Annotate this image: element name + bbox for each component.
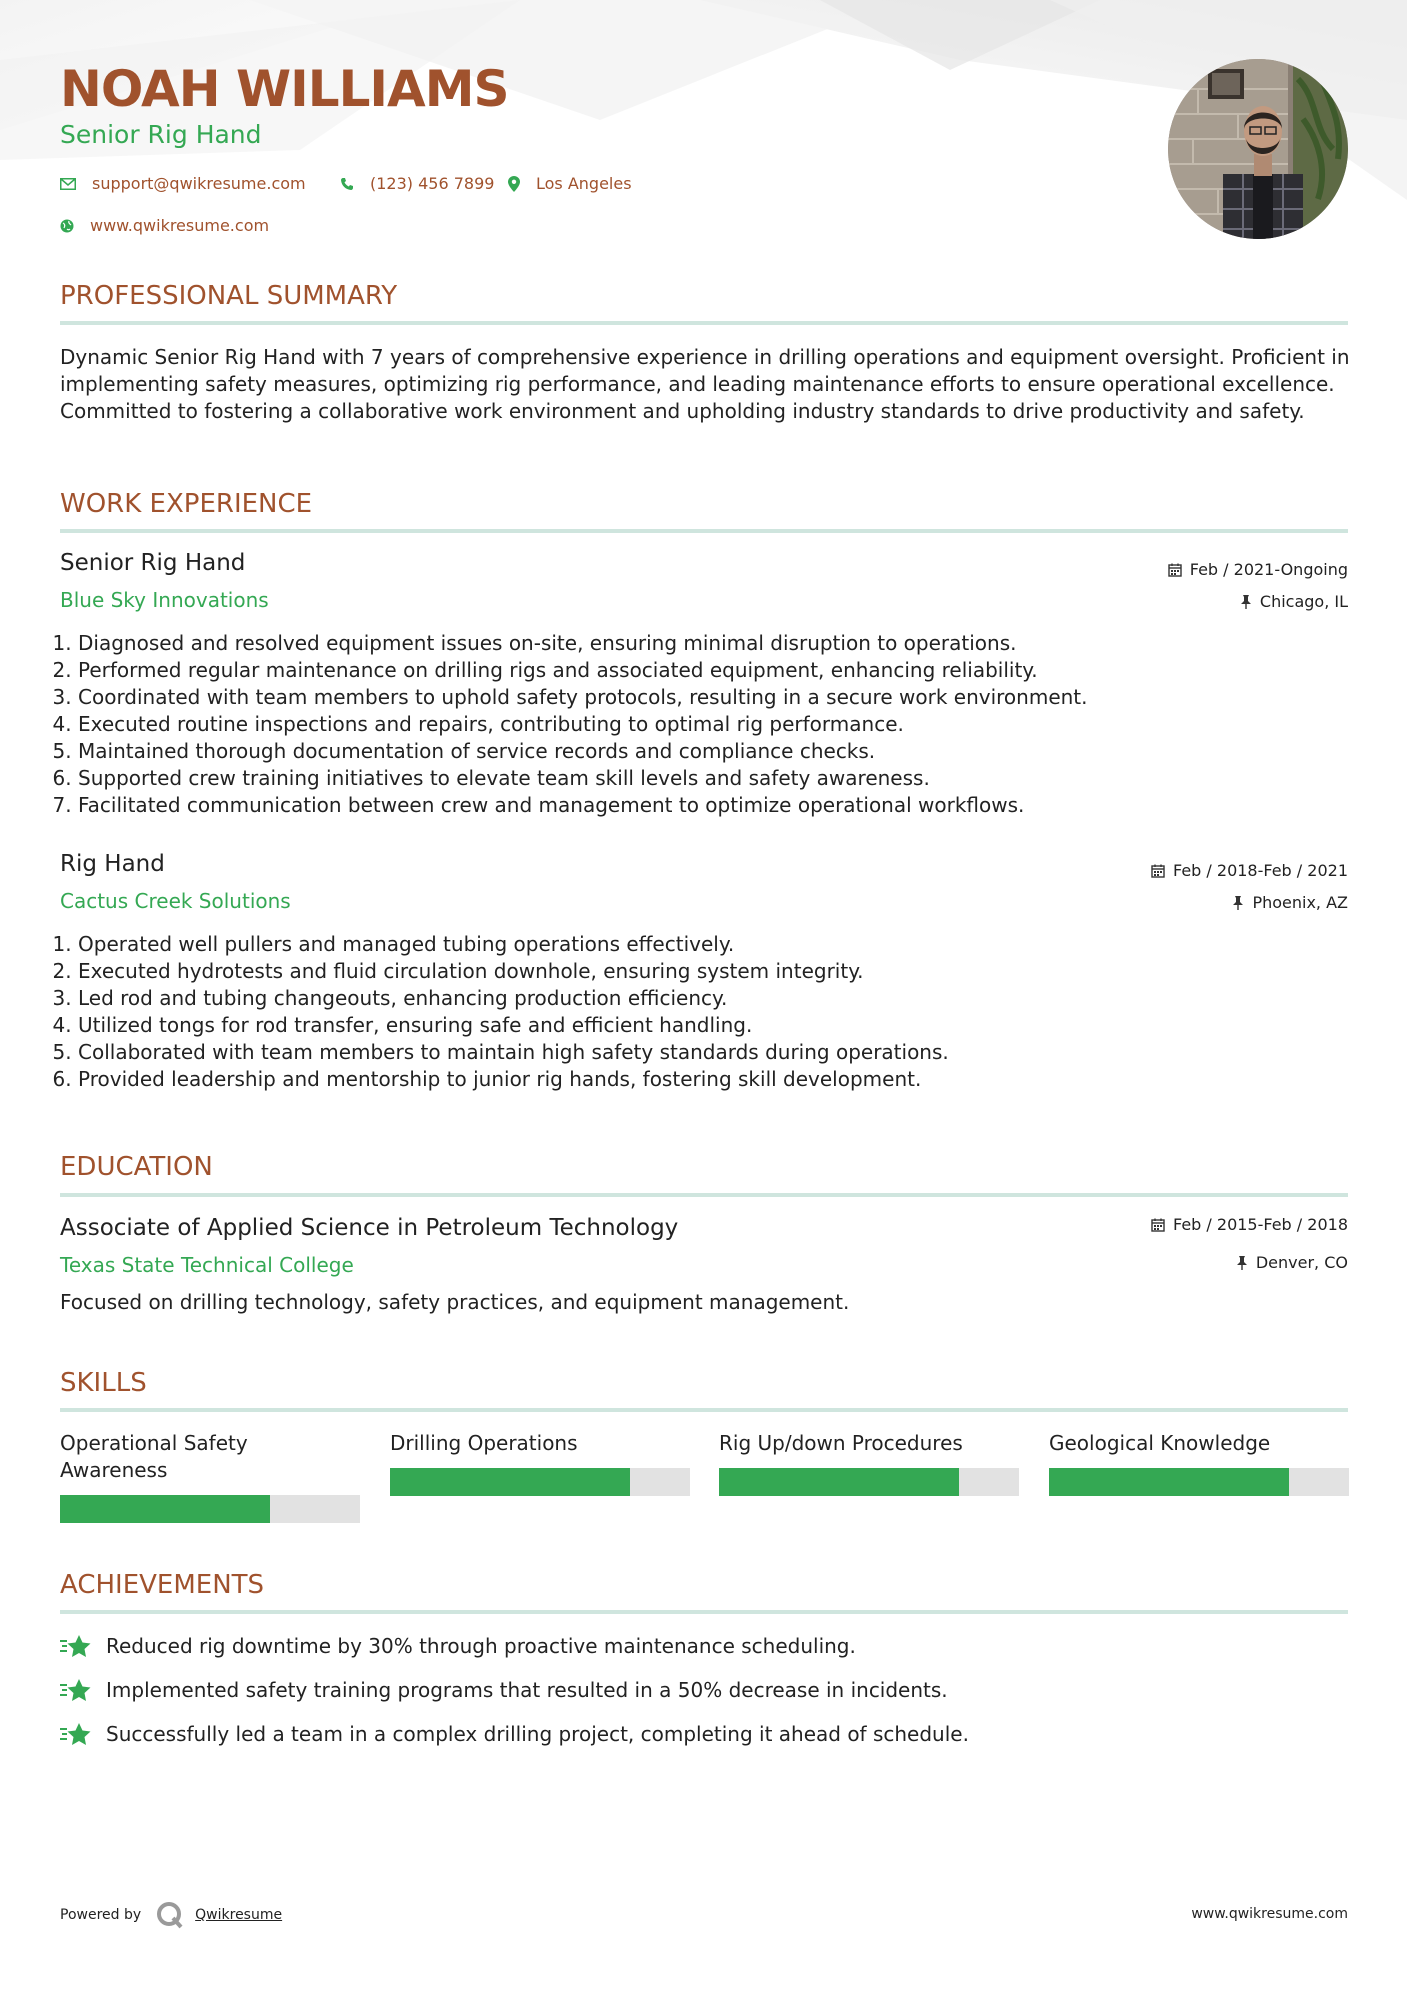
job-bullets <box>60 630 1358 819</box>
job-company: Blue Sky Innovations <box>60 588 269 612</box>
achievement-text: Successfully led a team in a complex drilling project, completing it ahead of schedule. <box>106 1722 969 1746</box>
education-heading: EDUCATION <box>60 1152 213 1182</box>
education-description: Focused on drilling technology, safety practices, and equipment management. <box>60 1290 850 1314</box>
job-location-text: Chicago, IL <box>1259 592 1348 611</box>
pushpin-icon <box>1236 1256 1248 1270</box>
calendar-icon <box>1168 563 1182 577</box>
skill-bar <box>719 1468 1019 1496</box>
degree-title: Associate of Applied Science in Petroleum Technology <box>60 1215 679 1241</box>
education-divider <box>60 1193 1348 1197</box>
phone-icon <box>340 177 354 191</box>
skill-bar-fill <box>60 1495 270 1523</box>
skill-name: Drilling Operations <box>390 1431 578 1455</box>
skill-bar <box>390 1468 690 1496</box>
experience-divider <box>60 529 1348 533</box>
star-icon <box>60 1721 92 1747</box>
contact-location <box>508 174 632 193</box>
map-pin-icon <box>508 176 520 192</box>
phone-text: (123) 456 7899 <box>370 174 495 193</box>
job-location <box>1240 592 1348 611</box>
footer-website[interactable]: www.qwikresume.com <box>1191 1906 1348 1922</box>
job-dates-text: Feb / 2018-Feb / 2021 <box>1173 861 1348 880</box>
list-item: 1. Operated well pullers and managed tubing operations effectively. <box>78 931 1358 958</box>
calendar-icon <box>1151 1218 1165 1232</box>
job-location <box>1232 893 1348 912</box>
star-icon <box>60 1677 92 1703</box>
job-location-text: Phoenix, AZ <box>1252 893 1348 912</box>
candidate-role: Senior Rig Hand <box>60 120 262 149</box>
skill-bar-fill <box>1049 1468 1289 1496</box>
pushpin-icon <box>1240 595 1252 609</box>
skill-name: Rig Up/down Procedures <box>719 1431 963 1455</box>
job-title: Senior Rig Hand <box>60 550 246 576</box>
skill-name: Operational Safety Awareness <box>60 1431 248 1482</box>
education-dates <box>1151 1215 1348 1234</box>
job-dates-text: Feb / 2021-Ongoing <box>1189 560 1348 579</box>
list-item: 2. Executed hydrotests and fluid circulation downhole, ensuring system integrity. <box>78 958 1358 985</box>
achievement-item <box>60 1677 948 1703</box>
job-bullets <box>60 931 1358 1093</box>
skills-heading: SKILLS <box>60 1368 147 1398</box>
education-dates-text: Feb / 2015-Feb / 2018 <box>1173 1215 1348 1234</box>
list-item: 4. Utilized tongs for rod transfer, ensuring safe and efficient handling. <box>78 1012 1358 1039</box>
location-text: Los Angeles <box>536 174 632 193</box>
footer-powered-by <box>60 1900 282 1930</box>
qwikresume-link[interactable]: Qwikresume <box>195 1907 283 1923</box>
list-item: 1. Diagnosed and resolved equipment issues on-site, ensuring minimal disruption to operations. <box>78 630 1358 657</box>
list-item: 4. Executed routine inspections and repairs, contributing to optimal rig performance. <box>78 711 1358 738</box>
list-item: 6. Supported crew training initiatives to elevate team skill levels and safety awareness. <box>78 765 1358 792</box>
skill-bar-fill <box>719 1468 959 1496</box>
globe-icon <box>60 219 74 233</box>
summary-heading: PROFESSIONAL SUMMARY <box>60 281 398 311</box>
skill-item <box>390 1430 690 1457</box>
education-location-text: Denver, CO <box>1255 1253 1348 1272</box>
skills-divider <box>60 1408 1348 1412</box>
achievement-item <box>60 1633 856 1659</box>
skill-bar <box>1049 1468 1349 1496</box>
list-item: 3. Led rod and tubing changeouts, enhancing production efficiency. <box>78 985 1358 1012</box>
candidate-name: NOAH WILLIAMS <box>60 60 509 118</box>
skill-item <box>719 1430 1019 1457</box>
contact-email[interactable] <box>60 174 306 193</box>
website-text: www.qwikresume.com <box>90 216 270 235</box>
pushpin-icon <box>1232 896 1244 910</box>
star-icon <box>60 1633 92 1659</box>
skill-item <box>1049 1430 1349 1457</box>
achievements-heading: ACHIEVEMENTS <box>60 1570 265 1600</box>
job-dates <box>1151 861 1348 880</box>
list-item: 5. Collaborated with team members to maintain high safety standards during operations. <box>78 1039 1358 1066</box>
achievement-text: Implemented safety training programs that resulted in a 50% decrease in incidents. <box>106 1678 948 1702</box>
list-item: 5. Maintained thorough documentation of service records and compliance checks. <box>78 738 1358 765</box>
profile-photo <box>1168 59 1348 239</box>
skill-bar-fill <box>390 1468 630 1496</box>
email-text: support@qwikresume.com <box>92 174 306 193</box>
powered-by-label: Powered by <box>60 1907 142 1923</box>
skill-bar <box>60 1495 360 1523</box>
list-item: 2. Performed regular maintenance on drilling rigs and associated equipment, enhancing reliability. <box>78 657 1358 684</box>
skill-item <box>60 1430 290 1484</box>
experience-heading: WORK EXPERIENCE <box>60 489 313 519</box>
envelope-icon <box>60 178 76 190</box>
skill-name: Geological Knowledge <box>1049 1431 1271 1455</box>
achievement-item <box>60 1721 969 1747</box>
education-location <box>1236 1253 1348 1272</box>
calendar-icon <box>1151 864 1165 878</box>
avatar <box>1168 59 1348 239</box>
contact-website[interactable] <box>60 216 269 235</box>
list-item: 3. Coordinated with team members to uphold safety protocols, resulting in a secure work environment. <box>78 684 1358 711</box>
list-item: 6. Provided leadership and mentorship to junior rig hands, fostering skill development. <box>78 1066 1358 1093</box>
summary-divider <box>60 321 1348 325</box>
job-company: Cactus Creek Solutions <box>60 889 291 913</box>
qwikresume-logo-icon <box>155 1900 185 1930</box>
achievements-divider <box>60 1610 1348 1614</box>
achievement-text: Reduced rig downtime by 30% through proactive maintenance scheduling. <box>106 1634 856 1658</box>
job-title: Rig Hand <box>60 851 165 877</box>
job-dates <box>1168 560 1348 579</box>
school-name: Texas State Technical College <box>60 1253 354 1277</box>
contact-phone[interactable] <box>340 174 494 193</box>
summary-text: Dynamic Senior Rig Hand with 7 years of comprehensive experience in drilling operations and equipment oversight. Proficient in implementing safety measures, optimizing rig performance, and leading maintenance efforts to ensure operational excellence. Committed to fostering a collaborative work environment and upholding industry standards to drive productivity and safety. <box>60 345 1350 423</box>
list-item: 7. Facilitated communication between crew and management to optimize operational workflows. <box>78 792 1358 819</box>
